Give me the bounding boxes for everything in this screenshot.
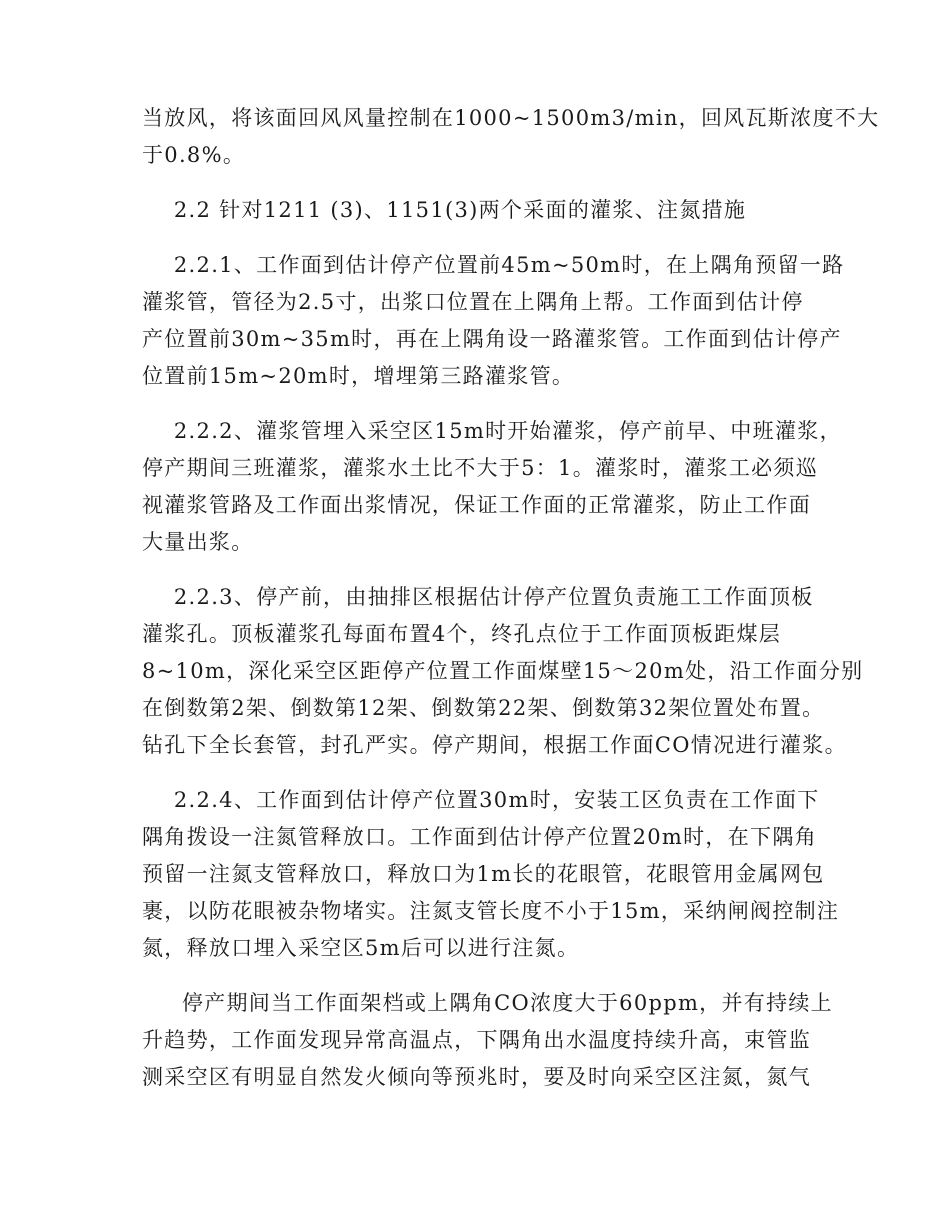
paragraph-ventilation-control (142, 100, 880, 174)
text-line: 在倒数第2架、倒数第12架、倒数第22架、倒数第32架位置处布置。 (142, 696, 825, 720)
text-line: 灌浆管，管径为2.5寸，出浆口位置在上隅角上帮。工作面到估计停 (142, 290, 804, 314)
text-line: 2.2.3、停产前，由抽排区根据估计停产位置负责施工工作面顶板 (142, 585, 814, 609)
text-line: 升趋势，工作面发现异常高温点，下隅角出水温度持续升高，束管监 (142, 1028, 811, 1052)
paragraph-2-2-1 (142, 247, 845, 395)
text-line: 预留一注氮支管释放口，释放口为1m长的花眼管，花眼管用金属网包 (142, 862, 825, 886)
text-line: 于0.8%。 (142, 143, 246, 167)
text-line: 钻孔下全长套管，封孔严实。停产期间，根据工作面CO情况进行灌浆。 (142, 733, 847, 757)
text-line: 氮，释放口埋入采空区5m后可以进行注氮。 (142, 936, 580, 960)
text-line: 2.2.4、工作面到估计停产位置30m时，安装工区负责在工作面下 (142, 788, 820, 812)
text-line: 8~10m，深化采空区距停产位置工作面煤壁15～20m处，沿工作面分别 (142, 659, 864, 683)
text-line: 测采空区有明显自然发火倾向等预兆时，要及时向采空区注氮，氮气 (142, 1065, 811, 1089)
text-line: 停产期间当工作面架档或上隅角CO浓度大于60ppm，并有持续上 (142, 991, 833, 1015)
text-line: 2.2.2、灌浆管埋入采空区15m时开始灌浆，停产前早、中班灌浆， (142, 419, 842, 443)
text-line: 2.2.1、工作面到估计停产位置前45m~50m时，在上隅角预留一路 (142, 253, 845, 277)
text-line: 大量出浆。 (142, 530, 254, 554)
section-heading-2-2 (142, 192, 822, 229)
paragraph-2-2-4 (142, 782, 840, 967)
text-line: 裹，以防花眼被杂物堵实。注氮支管长度不小于15m，采纳闸阀控制注 (142, 899, 840, 923)
text-line: 停产期间三班灌浆，灌浆水土比不大于5：1。灌浆时，灌浆工必须巡 (142, 456, 819, 480)
paragraph-2-2-2 (142, 413, 842, 561)
text-line: 灌浆孔。顶板灌浆孔每面布置4个，终孔点位于工作面顶板距煤层 (142, 622, 782, 646)
paragraph-2-2-3 (142, 579, 864, 764)
text-line: 产位置前30m~35m时，再在上隅角设一路灌浆管。工作面到估计停产 (142, 327, 842, 351)
text-line: 位置前15m~20m时，增埋第三路灌浆管。 (142, 364, 575, 388)
paragraph-shutdown-nitrogen (142, 985, 833, 1096)
text-line: 隅角拨设一注氮管释放口。工作面到估计停产位置20m时，在下隅角 (142, 825, 817, 849)
text-line: 视灌浆管路及工作面出浆情况，保证工作面的正常灌浆，防止工作面 (142, 493, 811, 517)
text-line: 当放风，将该面回风风量控制在1000~1500m3/min，回风瓦斯浓度不大 (142, 106, 880, 130)
section-heading-text: 2.2 针对1211 (3)、1151(3)两个采面的灌浆、注氮措施 (142, 198, 747, 222)
document-body (142, 100, 880, 1096)
